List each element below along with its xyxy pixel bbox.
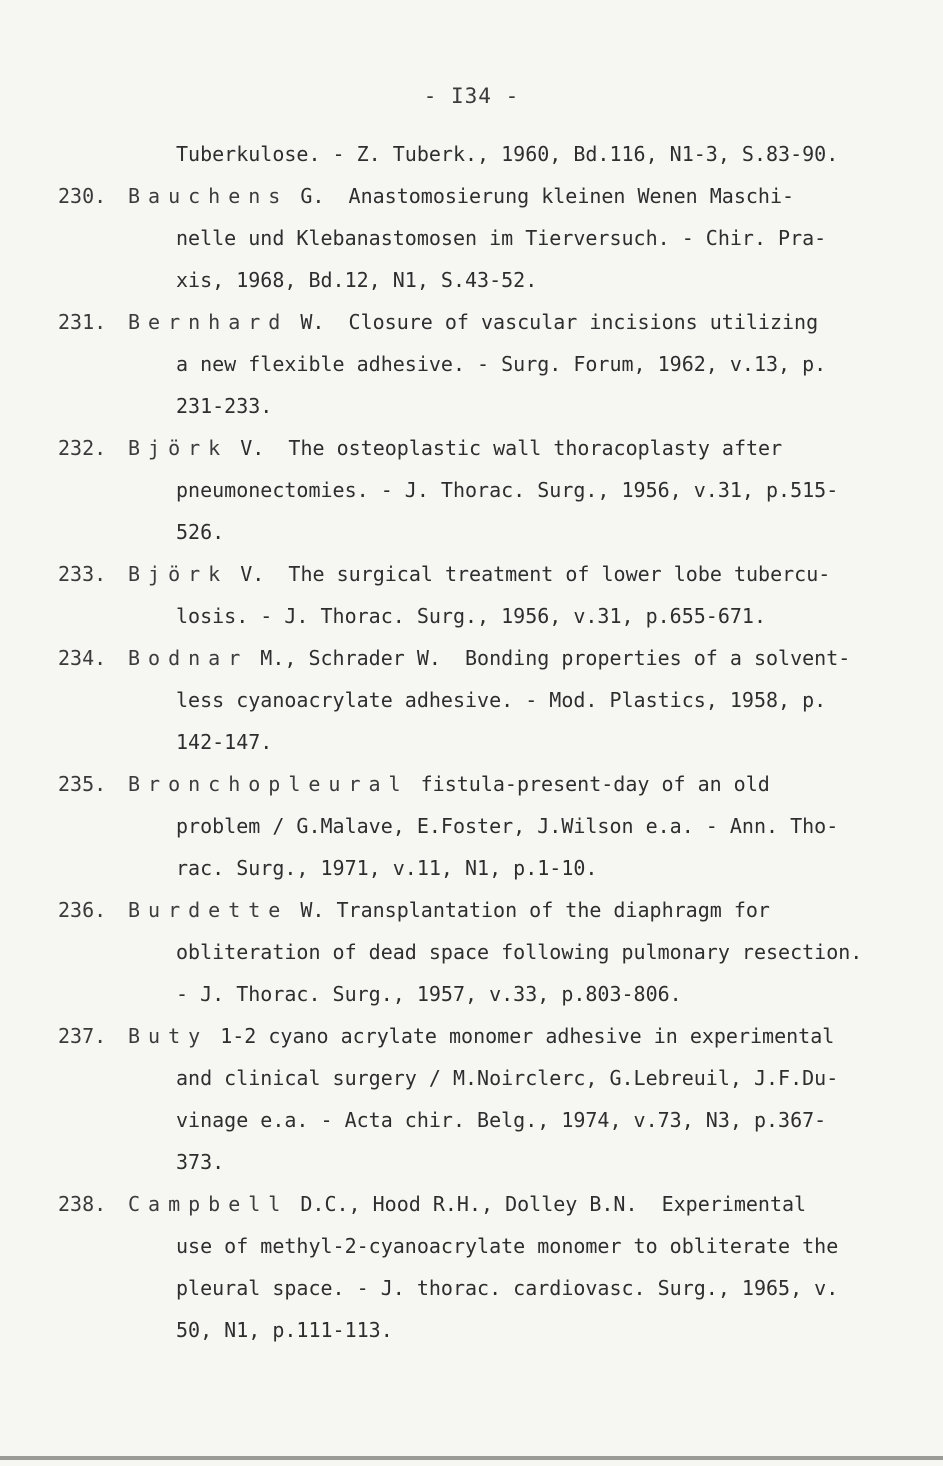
reference-line: 526. [176, 520, 225, 544]
reference-author: Björk [128, 436, 229, 460]
reference-number: 233. [58, 562, 107, 586]
reference-first-line [58, 1190, 908, 1218]
reference-first-line [58, 308, 908, 336]
reference-text: W. Transplantation of the diaphragm for [288, 898, 770, 922]
reference-line: xis, 1968, Bd.12, N1, S.43-52. [176, 268, 538, 292]
reference-author: Bauchens [128, 184, 289, 208]
reference-line: 373. [176, 1150, 225, 1174]
reference-author: Bronchopleural [128, 772, 409, 796]
reference-first-line [58, 1022, 908, 1050]
reference-233 [58, 560, 908, 630]
reference-first-line [58, 644, 908, 672]
reference-number: 236. [58, 898, 107, 922]
reference-text: V. The osteoplastic wall thoracoplasty after [228, 436, 783, 460]
reference-237 [58, 1022, 908, 1176]
reference-text: M., Schrader W. Bonding properties of a solvent- [248, 646, 851, 670]
reference-line: losis. - J. Thorac. Surg., 1956, v.31, p.655-671. [176, 604, 767, 628]
reference-text: W. Closure of vascular incisions utilizing [288, 310, 819, 334]
reference-line: problem / G.Malave, E.Foster, J.Wilson e.a. - Ann. Tho- [176, 814, 839, 838]
reference-author: Björk [128, 562, 229, 586]
reference-first-line [58, 434, 908, 462]
bibliography-list [58, 140, 908, 1344]
reference-238 [58, 1190, 908, 1344]
reference-first-line [58, 770, 908, 798]
reference-line: nelle und Klebanastomosen im Tierversuch. - Chir. Pra- [176, 226, 827, 250]
reference-number: 237. [58, 1024, 107, 1048]
reference-line: 231-233. [176, 394, 273, 418]
reference-line: use of methyl-2-cyanoacrylate monomer to obliterate the [176, 1234, 839, 1258]
reference-first-line [58, 896, 908, 924]
reference-number: 238. [58, 1192, 107, 1216]
reference-author: Campbell [128, 1192, 289, 1216]
reference-line: Tuberkulose. - Z. Tuberk., 1960, Bd.116, N1-3, S.83-90. [176, 142, 839, 166]
reference-text: 1-2 cyano acrylate monomer adhesive in experimental [208, 1024, 835, 1048]
reference-236 [58, 896, 908, 1008]
continued-reference [58, 140, 908, 168]
reference-line: obliteration of dead space following pulmonary resection. [176, 940, 863, 964]
reference-line: pneumonectomies. - J. Thorac. Surg., 1956, v.31, p.515- [176, 478, 839, 502]
reference-232 [58, 434, 908, 546]
reference-line: vinage e.a. - Acta chir. Belg., 1974, v.73, N3, p.367- [176, 1108, 827, 1132]
reference-author: Burdette [128, 898, 289, 922]
reference-author: Bodnar [128, 646, 249, 670]
reference-231 [58, 308, 908, 420]
reference-line: 50, N1, p.111-113. [176, 1318, 393, 1342]
reference-author: Buty [128, 1024, 209, 1048]
reference-text: fistula-present-day of an old [408, 772, 770, 796]
reference-line: pleural space. - J. thorac. cardiovasc. Surg., 1965, v. [176, 1276, 839, 1300]
reference-line: rac. Surg., 1971, v.11, N1, p.1-10. [176, 856, 598, 880]
scan-edge-line [0, 1456, 943, 1460]
reference-number: 230. [58, 184, 107, 208]
reference-230 [58, 182, 908, 294]
reference-number: 231. [58, 310, 107, 334]
reference-235 [58, 770, 908, 882]
reference-text: D.C., Hood R.H., Dolley B.N. Experimental [288, 1192, 807, 1216]
reference-author: Bernhard [128, 310, 289, 334]
reference-number: 235. [58, 772, 107, 796]
reference-line: - J. Thorac. Surg., 1957, v.33, p.803-806. [176, 982, 682, 1006]
reference-234 [58, 644, 908, 756]
reference-line: less cyanoacrylate adhesive. - Mod. Plastics, 1958, p. [176, 688, 827, 712]
page-number: - I34 - [423, 84, 520, 108]
reference-first-line [58, 182, 908, 210]
reference-line: a new flexible adhesive. - Surg. Forum, 1962, v.13, p. [176, 352, 827, 376]
reference-number: 232. [58, 436, 107, 460]
reference-line: 142-147. [176, 730, 273, 754]
reference-first-line [58, 560, 908, 588]
reference-number: 234. [58, 646, 107, 670]
reference-text: V. The surgical treatment of lower lobe tubercu- [228, 562, 831, 586]
reference-line: and clinical surgery / M.Noirclerc, G.Lebreuil, J.F.Du- [176, 1066, 839, 1090]
reference-text: G. Anastomosierung kleinen Wenen Maschi- [288, 184, 795, 208]
